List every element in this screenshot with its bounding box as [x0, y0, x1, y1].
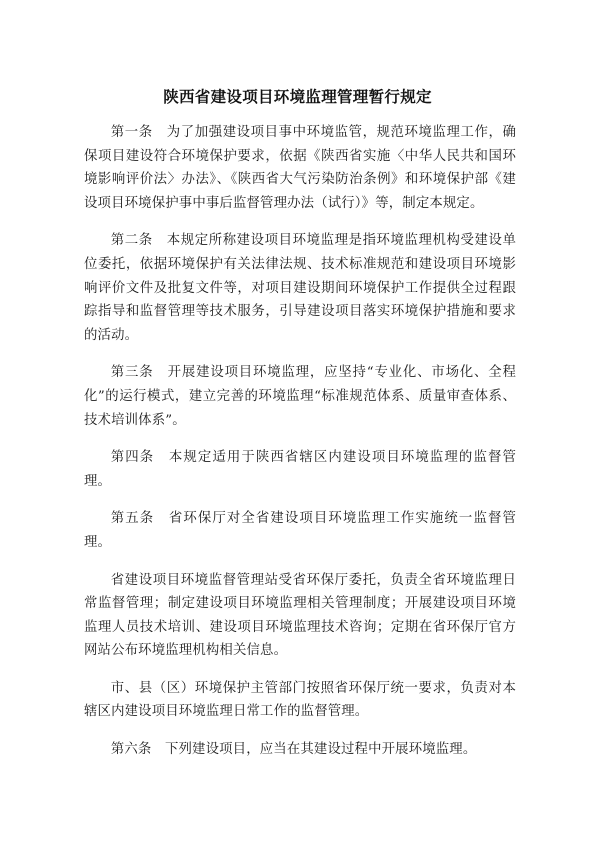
paragraph-article-5-city-county: 市、县（区）环境保护主管部门按照省环保厅统一要求，负责对本辖区内建设项目环境监理日常工作的监督管理。: [84, 680, 516, 720]
paragraph-article-1: 第一条 为了加强建设项目事中环境监管，规范环境监理工作，确保项目建设符合环境保护要求，依据《陕西省实施〈中华人民共和国环境影响评价法〉办法》、《陕西省大气污染防治条例》和环境保护部《建设项目环境保护事中事后监督管理办法（试行）》等，制定本规定。: [84, 125, 516, 211]
paragraph-article-2: 第二条 本规定所称建设项目环境监理是指环境监理机构受建设单位委托，依据环境保护有关法律法规、技术标准规范和建设项目环境影响评价文件及批复文件等，对项目建设期间环境保护工作提供全过程跟踪指导和监督管理等技术服务，引导建设项目落实环境保护措施和要求的活动。: [84, 233, 516, 343]
paragraph-article-6: 第六条 下列建设项目，应当在其建设过程中开展环境监理。: [110, 742, 477, 758]
paragraph-article-3: 第三条 开展建设项目环境监理，应坚持“专业化、市场化、全程化”的运行模式，建立完善的环境监理“标准规范体系、质量审查体系、技术培训体系”。: [84, 365, 516, 428]
paragraph-article-5: 第五条 省环保厅对全省建设项目环境监理工作实施统一监督管理。: [84, 511, 516, 550]
paragraph-article-5-provincial-station: 省建设项目环境监督管理站受省环保厅委托，负责全省环境监理日常监督管理；制定建设项目环境监理相关管理制度；开展建设项目环境监理人员技术培训、建设项目环境监理技术咨询；定期在省环保厅官方网站公布环境监理机构相关信息。: [84, 572, 516, 659]
paragraph-article-4: 第四条 本规定适用于陕西省辖区内建设项目环境监理的监督管理。: [84, 450, 516, 489]
document-title: 陕西省建设项目环境监理管理暂行规定: [163, 88, 432, 106]
document-body: [84, 121, 516, 776]
